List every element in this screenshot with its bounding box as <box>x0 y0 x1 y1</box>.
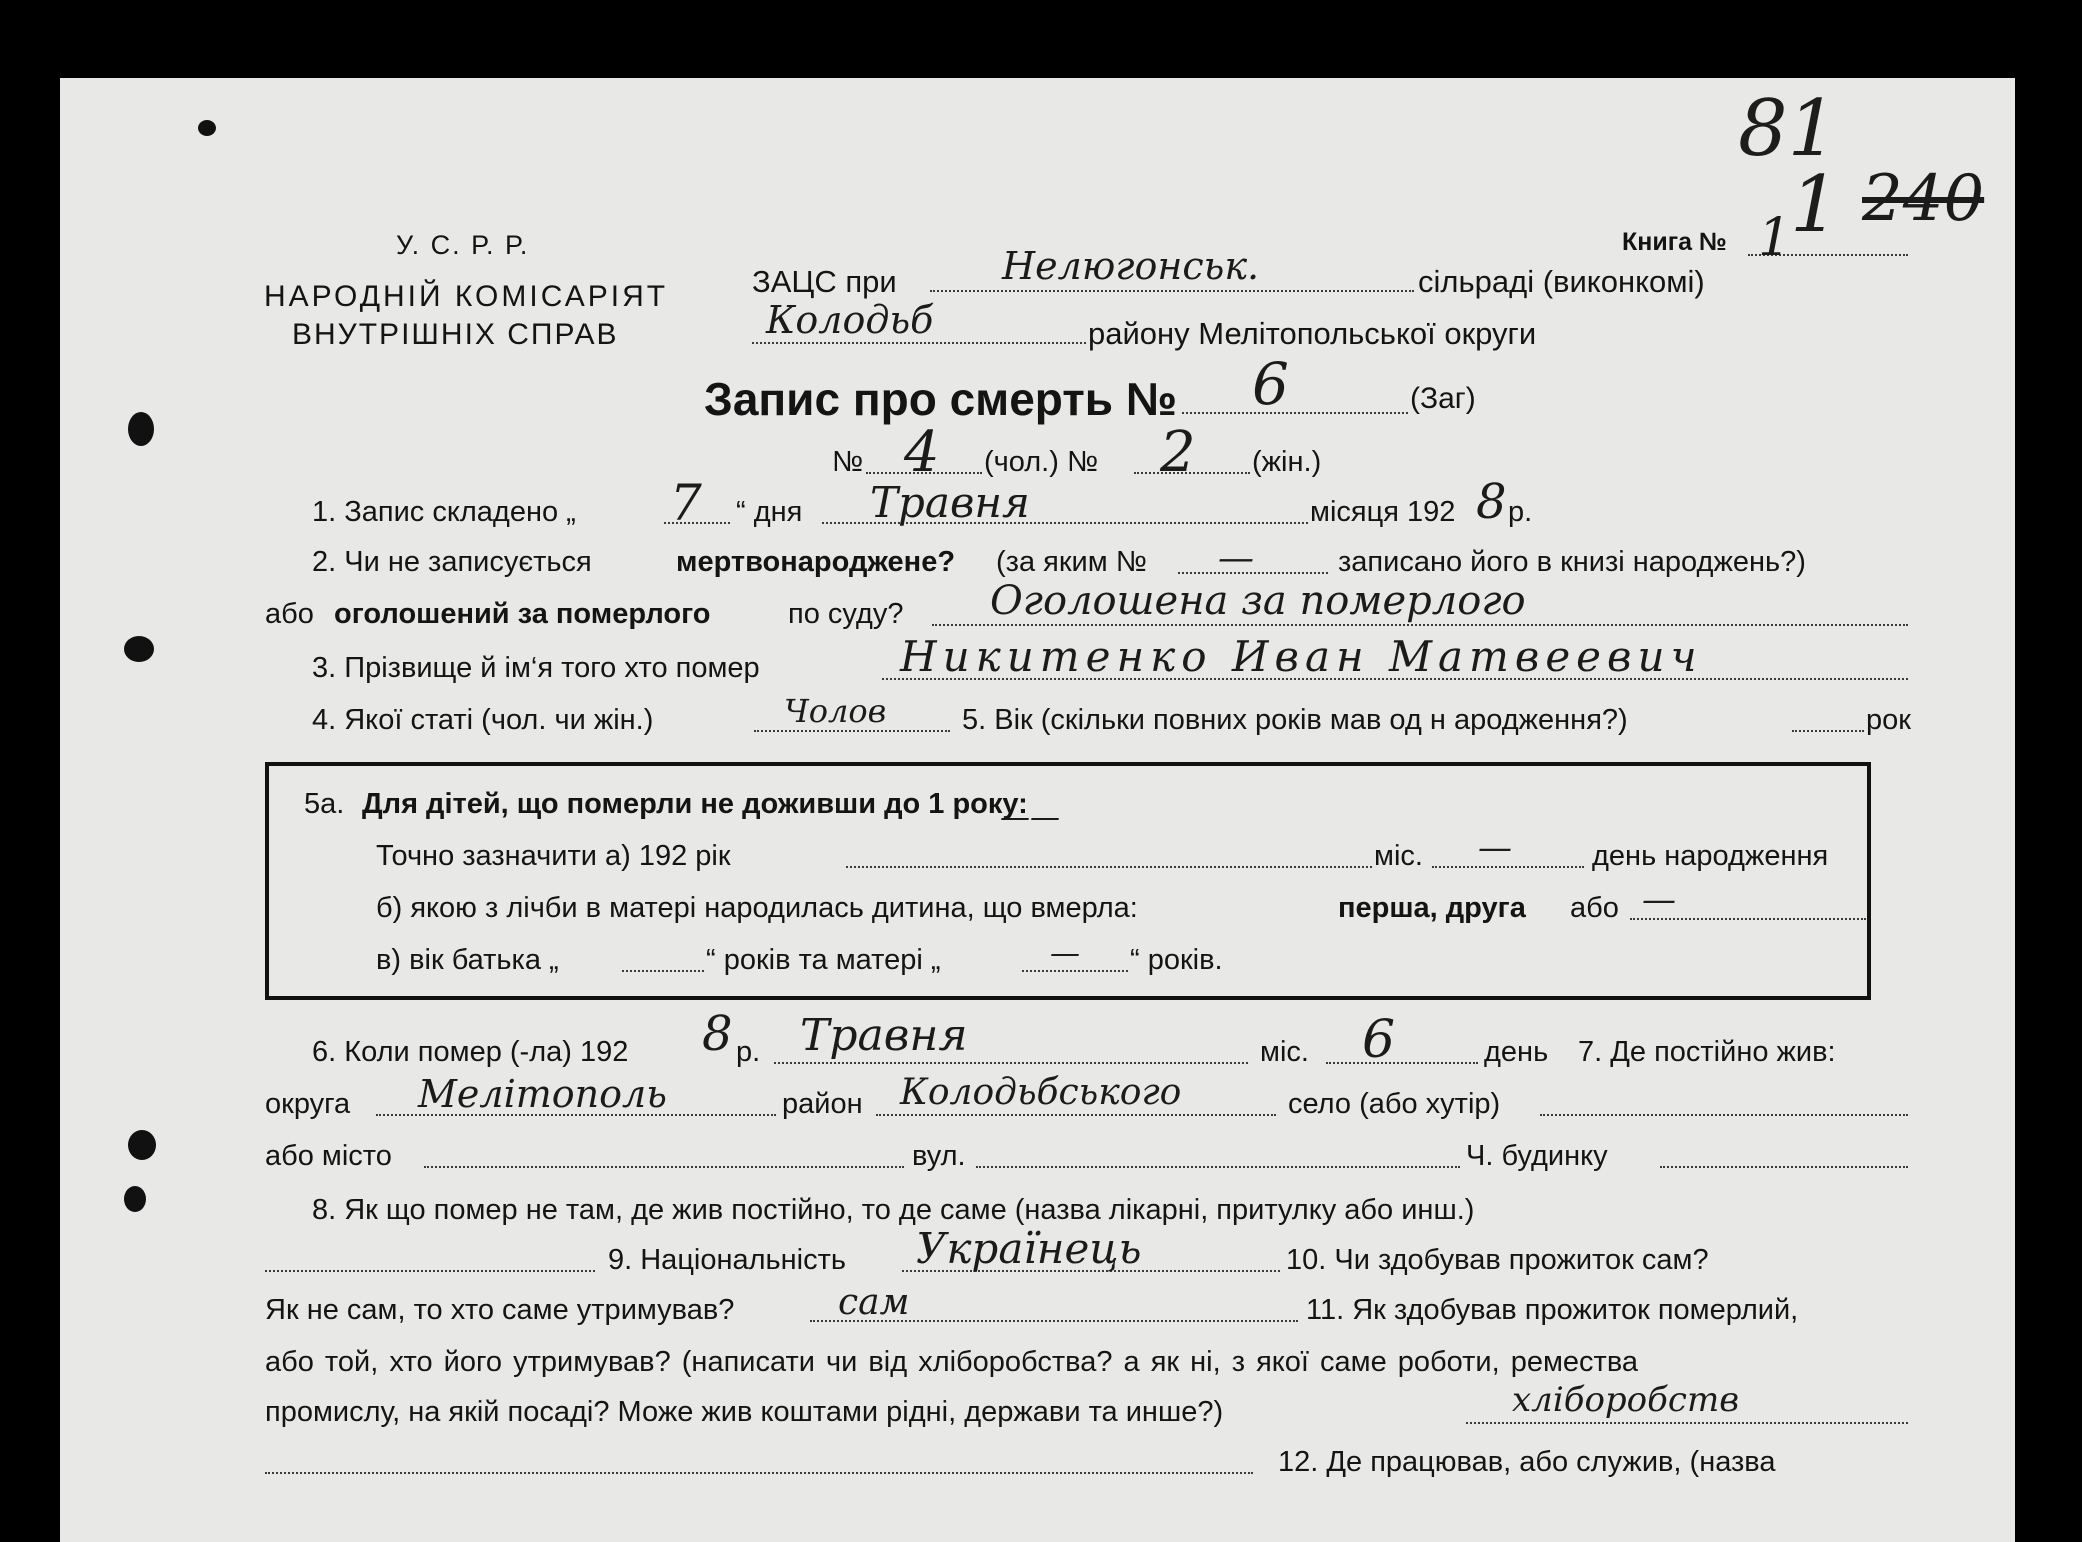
archive-number-main: 1 <box>1790 160 1840 250</box>
field8-label: 8. Як що помер не там, де жив постійно, то де саме (назва лікарні, притулку або инш.) <box>312 1194 1475 1226</box>
female-label: (жін.) <box>1252 446 1322 478</box>
field4-value: Чолов <box>784 692 887 730</box>
field1-day: 7 <box>670 474 702 532</box>
field10b-label: Як не сам, то хто саме утримував? <box>265 1294 735 1326</box>
field9-label: 9. Національність <box>608 1244 847 1276</box>
ministry-line2: ВНУТРІШНІХ СПРАВ <box>292 318 619 351</box>
field6-r: р. <box>736 1036 761 1068</box>
republic-label: У. С. Р. Р. <box>396 230 530 260</box>
field11-dots <box>1466 1422 1908 1424</box>
infant-heading-num: 5а. <box>304 788 345 820</box>
field11-value: хліборобств <box>1512 1380 1739 1420</box>
binding-hole-4 <box>128 1130 156 1160</box>
book-value: 1 <box>1758 208 1792 268</box>
record-zag: (Заг) <box>1410 382 1476 415</box>
field1-end: р. <box>1508 496 1533 528</box>
selo-label: село (або хутір) <box>1288 1088 1501 1120</box>
budynok-label: Ч. будинку <box>1466 1140 1608 1172</box>
ministry-line1: НАРОДНІЙ КОМІСАРІЯТ <box>264 280 669 313</box>
field4-label: 4. Якої статі (чол. чи жін.) <box>312 704 654 736</box>
infant-line-c-a: в) вік батька „ <box>376 944 559 976</box>
raion-label: район <box>782 1088 863 1120</box>
infant-line-a-end: день народження <box>1592 840 1829 872</box>
field5-dots <box>1792 730 1864 732</box>
district-dots <box>752 342 1086 344</box>
infant-line-c-dots1 <box>622 970 704 972</box>
field2-line2-bold: оголошений за померлого <box>334 598 711 630</box>
male-number: 4 <box>904 420 940 485</box>
record-title: Запис про смерть № <box>704 373 1178 425</box>
infant-line-c-dash: — <box>1050 936 1080 971</box>
field4-dots <box>754 730 950 732</box>
infant-line-c-c: “ років. <box>1130 944 1223 976</box>
infant-line-b-dash: — <box>1642 880 1676 920</box>
record-number: 6 <box>1252 350 1289 418</box>
infant-line-c-b: “ років та матері „ <box>706 944 941 976</box>
binding-hole-5 <box>124 1186 146 1212</box>
binding-hole-1 <box>198 120 216 136</box>
sub-no-label: № <box>832 446 864 478</box>
field10b-value: сам <box>838 1282 910 1323</box>
infant-line-a-month: міс. <box>1374 840 1423 872</box>
field2-line2-a: або <box>265 598 314 630</box>
zags-dots <box>930 290 1414 292</box>
infant-heading-underline: —— <box>1000 800 1060 835</box>
field5-label: 5. Вік (скільки повних років мав од н ародження?) <box>962 704 1628 736</box>
selo-dots <box>1540 1114 1908 1116</box>
okruga-label: округа <box>265 1088 351 1120</box>
field6-day-dots <box>1326 1062 1478 1064</box>
field7-label: 7. Де постійно жив: <box>1578 1036 1836 1068</box>
archive-number-top: 81 <box>1738 84 1838 174</box>
binding-hole-2 <box>128 412 154 446</box>
field6-year-digit: 8 <box>702 1006 733 1062</box>
infant-line-b-bold: перша, друга <box>1338 892 1526 924</box>
field3-value: Никитенко Иван Матвеевич <box>900 632 1703 681</box>
binding-hole-3 <box>124 636 154 662</box>
field10-label: 10. Чи здобував прожиток сам? <box>1286 1244 1709 1276</box>
district-suffix: району Мелітопольської округи <box>1088 316 1537 351</box>
book-label: Книга № <box>1622 228 1727 256</box>
infant-heading: Для дітей, що померли не доживши до 1 року: <box>362 788 1028 820</box>
infant-line-a-label: Точно зазначити а) 192 рік <box>376 840 731 872</box>
field6-label: 6. Коли помер (-ла) 192 <box>312 1036 629 1068</box>
vul-label: вул. <box>912 1140 966 1172</box>
field3-label: 3. Прізвище й ім‘я того хто помер <box>312 652 760 684</box>
field11-line3: промислу, на якій посаді? Може жив коштами рідні, держави та инше?) <box>265 1396 1224 1428</box>
field11-line2: або той, хто його утримував? (написати чи від хліборобства? а як ні, з якої саме роботи, ремества <box>265 1346 1639 1378</box>
infant-line-a-dots1 <box>846 866 1372 868</box>
misto-dots <box>424 1166 904 1168</box>
budynok-dots <box>1660 1166 1908 1168</box>
field12-label: 12. Де працював, або служив, (назва <box>1278 1446 1776 1478</box>
zags-value: Нелюгонськ. <box>1002 244 1260 288</box>
okruga-value: Мелітополь <box>418 1072 667 1116</box>
field6-month-dots <box>774 1062 1248 1064</box>
raion-value: Колодьбського <box>900 1072 1182 1113</box>
field1-year-digit: 8 <box>1476 474 1507 530</box>
field2-num: — <box>1218 538 1254 579</box>
field6-day: 6 <box>1362 1010 1396 1070</box>
female-number: 2 <box>1160 420 1196 485</box>
record-number-dots <box>1182 412 1408 414</box>
field1-label: 1. Запис складено „ <box>312 496 576 528</box>
field11-label: 11. Як здобував прожиток померлий, <box>1306 1294 1799 1326</box>
district-value: Колодьб <box>766 298 934 342</box>
selrada-label: сільраді (виконкомі) <box>1418 264 1705 299</box>
field8-dots <box>265 1270 595 1272</box>
raion-dots <box>876 1114 1276 1116</box>
misto-label: або місто <box>265 1140 392 1172</box>
infant-line-a-dash: — <box>1478 828 1512 868</box>
field2-value-dots <box>932 624 1908 626</box>
field12-lead-dots <box>265 1472 1253 1474</box>
field2-c: записано його в книзі народжень?) <box>1338 546 1806 578</box>
field6-month: Травня <box>800 1010 968 1061</box>
infant-line-b-end: або <box>1570 892 1619 924</box>
field2-line2-b: по суду? <box>788 598 904 630</box>
field1-month: Травня <box>870 478 1030 527</box>
field1-year-label: місяця 192 <box>1310 496 1456 528</box>
archive-number-struck: 240 <box>1862 162 1985 236</box>
field9-value: Українець <box>916 1224 1142 1273</box>
zags-prefix: ЗАЦС при <box>752 264 897 299</box>
field6-mis: міс. <box>1260 1036 1309 1068</box>
field5-unit: рок <box>1866 704 1911 736</box>
male-label: (чол.) № <box>984 446 1099 478</box>
field1-mid: “ дня <box>736 496 803 528</box>
vul-dots <box>976 1166 1460 1168</box>
infant-line-b-a: б) якою з лічби в матері народилась дитина, що вмерла: <box>376 892 1138 924</box>
field2-bold: мертвонароджене? <box>676 546 956 578</box>
field2-a: 2. Чи не записується <box>312 546 592 578</box>
field6-day-label: день <box>1484 1036 1549 1068</box>
field2-b: (за яким № <box>996 546 1147 578</box>
field2-value: Оголошена за померлого <box>990 578 1526 624</box>
